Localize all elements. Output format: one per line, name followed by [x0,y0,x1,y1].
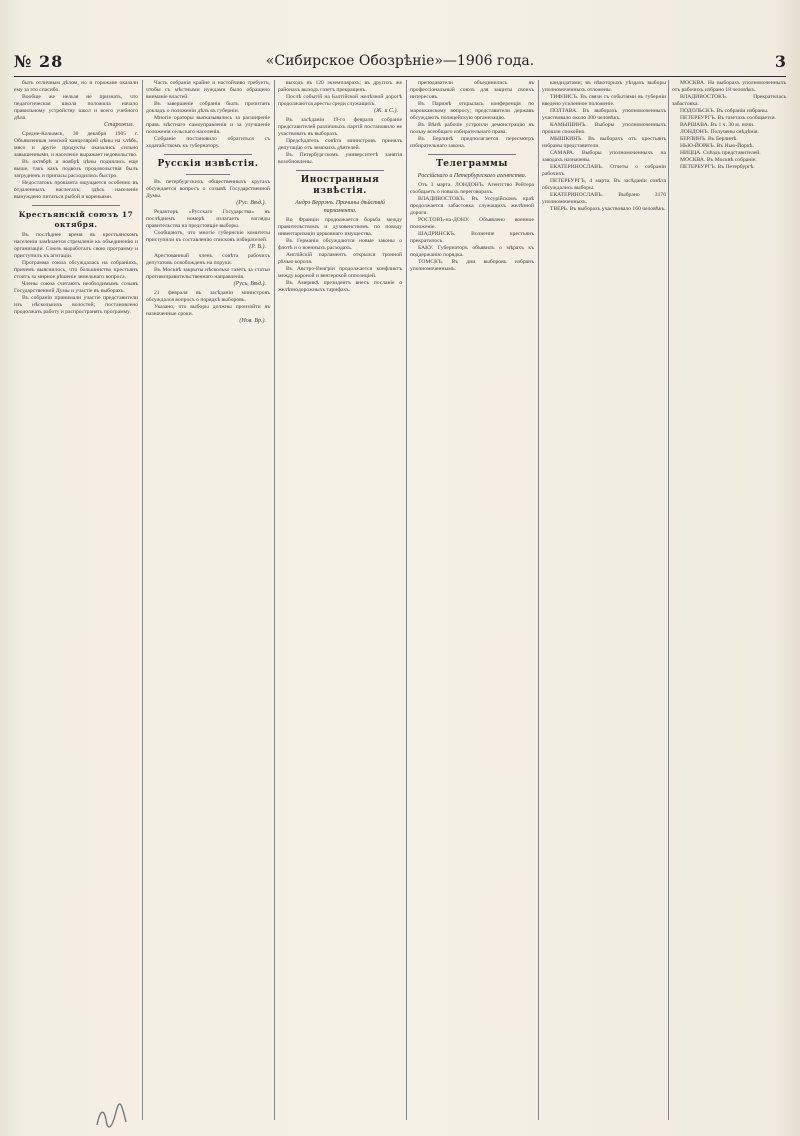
col4-paragraph: преподаватели объединились въ профессіональный союзъ для защиты своихъ интересовъ. [410,80,534,100]
col6-paragraph: ЛОНДОНЪ. Получены свѣдѣнія. [680,129,759,135]
col4-paragraph: ШАДРИНСКЪ. Волнение крестьянъ прекратилось. [410,231,534,244]
col2-paragraph: Часть собранія крайне и настойчиво требуетъ, чтобы съ мѣстными нуждами было обращено вниманіе властей. [146,80,270,100]
col3-paragraph: Въ засѣданіи 19-го февраля собраніе представителей различныхъ партій постановило не участвовать въ выборахъ. [278,117,402,137]
col5-paragraph: ТВЕРЬ. Въ выборахъ участвовало 160 человѣкъ. [550,206,666,212]
col6-paragraph: МОСКВА. На выборахъ уполномоченныхъ отъ рабочихъ избрано 18 человѣкъ. [672,80,786,93]
col6-paragraph: ВАРШАВА. Въ 1 ч. 30 м. ночи. [680,122,755,128]
col2-paragraph: Въ петербургскихъ общественныхъ кругахъ обсуждается вопросъ о созывѣ Государственной Думы. [146,179,270,199]
col4-paragraph: Въ Парижѣ открылась конференція по марокканскому вопросу; представители державъ обсуждаютъ полицейскую организацію. [410,101,534,121]
col1-paragraph: Члены союза считаютъ необходимымъ созывъ Государственной Думы и участіе въ выборахъ. [14,281,138,294]
column-separator [274,80,275,1120]
col3-paragraph: Въ Америкѣ президентъ внесъ посланіе о желѣзнодорожныхъ тарифахъ. [278,280,402,293]
column-6 [672,80,786,1120]
col5-paragraph: ПОЛТАВА. Въ выборахъ уполномоченныхъ участвовало около 300 человѣкъ. [542,108,666,121]
col2-signature: (Нов. Вр.). [239,318,266,324]
col5-paragraph: САМАРА. Выборы уполномоченныхъ на заводахъ назначены. [542,150,666,163]
col2-paragraph: Собраніе постановило обратиться съ ходатайствомъ къ губернатору. [146,136,270,149]
col4-paragraph: Въ Берлинѣ предполагается пересмотръ избирательнаго закона. [410,136,534,149]
col6-paragraph: ВЛАДИВОСТОКЪ. Прекратилась забастовка. [672,94,786,107]
section-divider [296,170,384,171]
column-separator [538,80,539,1120]
col5-paragraph: ЕКАТЕРИНОСЛАВЪ. Выбрано 3176 уполномоченныхъ. [542,192,666,205]
col3-paragraph: Въ Петербургскомъ университетѣ занятія возобновлены. [278,152,402,165]
col3-paragraph: Въ Австро-Венгріи продолжается конфликтъ между короной и венгерской оппозиціей. [278,266,402,279]
col1-signature: Старожил. [103,122,134,128]
col1-paragraph: Средне-Колымск, 30 декабря 1905 г. Объявленныя земской канцеляріей цѣны на хлѣбъ, мясо и другіе продукты оказались сильно завышенными, и населеніе выражает недовольство. [14,131,138,158]
column-separator [668,80,669,1120]
column-separator [406,80,407,1120]
col4-section-heading: Телеграммы [436,159,508,169]
col4-subheading: Россійскаго и Петербургскаго агентства. [417,173,527,179]
col2-section-heading: Русскія извѣстія. [157,159,259,169]
col3-paragraph: выходъ въ 120 экземплярахъ; въ другихъ же районахъ выходъ газетъ прекращенъ. [278,80,402,93]
col3-section-heading: Иностранныя извѣстія. [300,175,380,196]
column-2 [146,80,270,1120]
section-divider [32,205,120,206]
col4-paragraph: РОСТОВЪ-на-ДОНУ. Объявлено военное положеніе. [410,217,534,230]
col6-paragraph: ПОДОЛЬСКЪ. Въ собраніи избраны. [680,108,769,114]
col5-paragraph: кандидатами; въ нѣкоторыхъ уѣздахъ выборы уполномоченныхъ отложены. [542,80,666,93]
col5-paragraph: ТИФЛИСЪ. Въ связи съ событіями въ губерніи введено усиленное положеніе. [542,94,666,107]
col6-paragraph: НЬЮ-ЙОРКЪ. Въ Нью-Йоркѣ. [680,143,754,149]
col5-paragraph: ПЕТЕРБУРГЪ, 4 марта. Въ засѣданіи совѣта обсуждались выборы. [542,178,666,191]
col6-paragraph: ПЕТЕРБУРГЪ. Въ Петербургѣ. [680,164,755,170]
col5-paragraph: МЫШКИНЪ. Въ выборахъ отъ крестьянъ избраны представители. [542,136,666,149]
col3-paragraph: Во Франціи продолжается борьба между правительствомъ и духовенствомъ по поводу инвентаризаціи церковнаго имущества. [278,217,402,237]
col1-paragraph: Въ послѣднее время въ крестьянскомъ населеніи замѣчается стремленіе къ объединенію и организаціи. Союзъ выработалъ свою программу и приступилъ къ агитаціи. [14,232,138,259]
column-4 [410,80,534,1120]
col1-paragraph: Въ октябрѣ и ноябрѣ цѣны поднялись еще выше, такъ какъ подвозъ продовольствія былъ затрудненъ и припасы расходились быстро. [14,159,138,179]
col2-paragraph: Сообщаютъ, что многіе губернскіе комитеты приступили къ составленію списковъ избирателей. [146,230,270,243]
newspaper-title: «Сибирское Обозрѣніе»—1906 года. [265,53,535,69]
page-header [14,52,786,74]
issue-number: № 28 [14,52,64,71]
section-divider [164,154,252,155]
col3-paragraph: Послѣ событій на Балтійской желѣзной дорогѣ продолжаются аресты среди служащихъ. [278,94,402,107]
column-5 [542,80,666,1120]
col2-signature: (Р. В.). [249,244,266,250]
header-rule [14,76,786,77]
column-3 [278,80,402,1120]
section-divider [186,174,230,175]
col2-paragraph: Редакторъ «Русскаго Государства» въ послѣднемъ номерѣ излагаетъ взгляды правительства на предстоящіе выборы. [146,209,270,229]
col4-paragraph: ВЛАДИВОСТОКЪ. Въ Уссурійскомъ краѣ продолжается забастовка служащихъ желѣзной дороги. [410,196,534,216]
col2-paragraph: Указано, что выборы должны произойти въ назначенные сроки. [146,304,270,317]
col6-paragraph: БЕРЛИНЪ. Въ Берлинѣ. [680,136,738,142]
handwritten-mark-icon [92,1100,132,1130]
col1-paragraph: Недостатокъ провіанта ощущается особенно въ отдаленныхъ наслегахъ; здѣсь населеніе вынуждено питаться рыбой и кореньями. [14,180,138,200]
col2-paragraph: Въ Москвѣ закрыты нѣсколько газетъ за статьи противоправительственнаго направленія. [146,267,270,280]
section-divider [428,154,516,155]
col6-paragraph: НИЦЦА. Съѣздъ представителей. [680,150,761,156]
col3-paragraph: Англійскій парламентъ открылся тронной рѣчью короля. [278,252,402,265]
col1-paragraph: Программа союза обсуждалась на собраніяхъ, причемъ выяснилось, что большинство крестьянъ стоитъ за мирное рѣшеніе земельнаго вопроса. [14,260,138,280]
col1-section-heading: Крестьянскій союзъ 17 октября. [18,210,134,229]
col3-subheading: Андрэ Веррэнъ. Причины дѣйствій парламента. [295,200,385,214]
col3-paragraph: Въ Германіи обсуждаются новые законы о флотѣ и о военныхъ расходахъ. [278,238,402,251]
col1-paragraph: быть отличным дѣлом, но и горожане оказали ему за это спасибо. [14,80,138,93]
col4-paragraph: Отъ 3 марта. ЛОНДОНЪ. Агентство Рейтера сообщаетъ о новыхъ переговорахъ. [410,182,534,195]
col2-paragraph: Арестованный членъ совѣта рабочихъ депутатовъ освобожденъ на поруки. [146,253,270,266]
col1-paragraph: Вообще же нельзя не признать, что педагогическая школа положила начало правильному устройству школ и всего учебного дѣла. [14,94,138,121]
col4-paragraph: ТОМСКЪ. Въ дни выборовъ избранъ уполномоченнымъ. [410,259,534,272]
col2-paragraph: Въ завершеніе собранія былъ прочитанъ докладъ о положеніи дѣлъ въ губерніи. [146,101,270,114]
columns [14,80,786,1120]
col3-paragraph: Предсѣдатель совѣта министровъ принялъ депутацію отъ земскихъ дѣятелей. [278,138,402,151]
column-1 [14,80,138,1120]
col4-paragraph: Въ Вѣнѣ рабочіе устроили демонстрацію въ пользу всеобщаго избирательнаго права. [410,122,534,135]
page-number: 3 [774,52,786,71]
col1-paragraph: Въ собраніи принимали участіе представители изъ нѣсколькихъ волостей; постановлено продолжать работу и распространять программу. [14,295,138,315]
col2-signature: (Рус. Вѣд.). [236,200,266,206]
col6-paragraph: ПЕТЕРБУРГЪ. Въ газетахъ сообщается. [680,115,776,121]
col3-signature: (Ж. и С.). [374,108,398,114]
col5-paragraph: ЕКАТЕРИНОСЛАВЪ. Отчеты о собраніи рабочихъ. [542,164,666,177]
col5-paragraph: КАМЫШИНЪ. Выборы уполномоченныхъ прошли спокойно. [542,122,666,135]
col4-paragraph: БАКУ. Губернаторъ объявилъ о мѣрахъ къ поддержанію порядка. [410,245,534,258]
column-separator [142,80,143,1120]
col2-paragraph: 21 февраля въ засѣданіи министровъ обсуждался вопросъ о порядкѣ выборовъ. [146,290,270,303]
col2-signature: (Русь, Вѣд.). [233,281,266,287]
col2-paragraph: Многіе ораторы высказывались за расширеніе правъ мѣстнаго самоуправленія и за улучшеніе положенія сельскаго населенія. [146,115,270,135]
col6-paragraph: МОСКВА. Въ Москвѣ собраніе. [680,157,757,163]
